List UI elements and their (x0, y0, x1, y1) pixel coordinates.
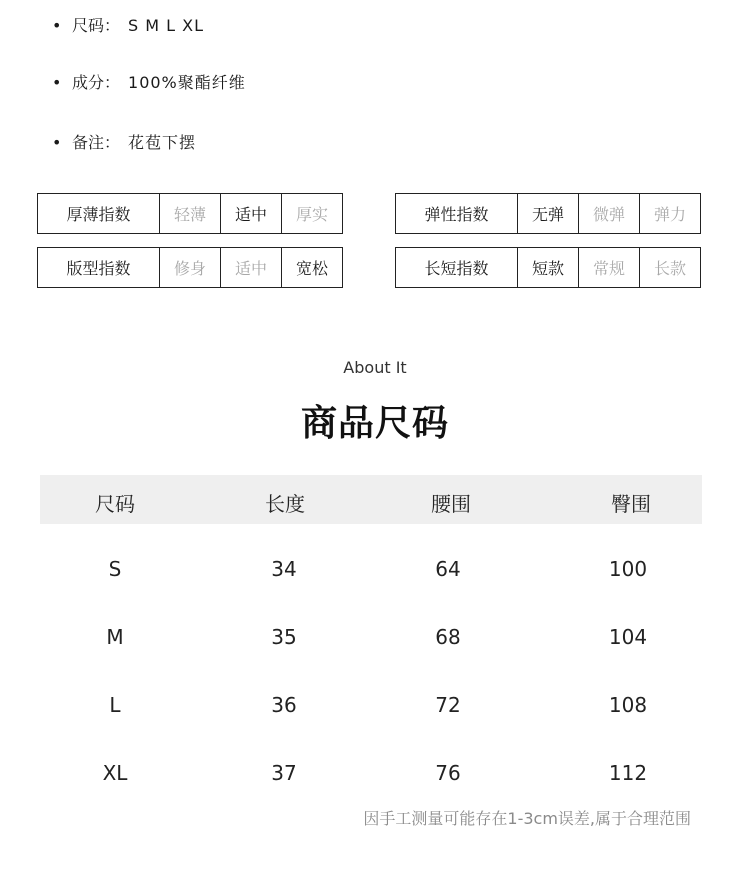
index-thickness (37, 193, 343, 234)
spec-key: 成分： (72, 73, 121, 92)
spec-key: 备注： (72, 133, 121, 152)
measurement-note: 因手工测量可能存在1-3cm误差,属于合理范围 (363, 809, 691, 828)
table-cell: 64 (435, 557, 461, 581)
table-cell: 112 (608, 761, 648, 785)
index-option: 弹力 (640, 194, 701, 234)
index-label: 厚薄指数 (38, 194, 160, 234)
table-cell: 72 (435, 693, 461, 717)
index-length (395, 247, 701, 288)
waist-col-header: 腰围 (431, 492, 471, 516)
bullet-icon: • (52, 16, 62, 35)
index-elasticity (395, 193, 701, 234)
index-option-selected: 适中 (221, 194, 282, 234)
index-fit (37, 247, 343, 288)
table-cell: 100 (608, 557, 648, 581)
index-label: 弹性指数 (396, 194, 518, 234)
table-cell: 76 (435, 761, 461, 785)
index-option-selected: 短款 (518, 248, 579, 288)
index-option: 适中 (221, 248, 282, 288)
index-option-selected: 无弹 (518, 194, 579, 234)
spec-value: S M L XL (128, 16, 205, 35)
length-col-header: 长度 (265, 492, 305, 516)
section-subtitle: About It (343, 358, 407, 377)
index-label: 版型指数 (38, 248, 160, 288)
bullet-icon: • (52, 73, 62, 92)
table-cell: 35 (271, 625, 297, 649)
index-option-selected: 宽松 (282, 248, 343, 288)
table-cell: 37 (271, 761, 297, 785)
table-cell: 68 (435, 625, 461, 649)
table-cell: L (109, 693, 121, 717)
index-option: 微弹 (579, 194, 640, 234)
bullet-icon: • (52, 133, 62, 152)
table-cell: M (106, 625, 124, 649)
index-option: 长款 (640, 248, 701, 288)
spec-size (52, 16, 204, 36)
spec-remark (52, 133, 196, 153)
hip-col-header: 臀围 (611, 492, 651, 516)
table-cell: 104 (608, 625, 648, 649)
table-cell: 36 (271, 693, 297, 717)
table-cell: 34 (271, 557, 297, 581)
size-col-header: 尺码 (95, 492, 135, 516)
spec-value: 100%聚酯纤维 (128, 73, 246, 92)
index-label: 长短指数 (396, 248, 518, 288)
index-option: 常规 (579, 248, 640, 288)
spec-material (52, 73, 246, 93)
table-cell: S (108, 557, 122, 581)
index-option: 轻薄 (160, 194, 221, 234)
table-cell: XL (102, 761, 128, 785)
index-option: 厚实 (282, 194, 343, 234)
spec-key: 尺码： (72, 16, 121, 35)
table-cell: 108 (608, 693, 648, 717)
index-option: 修身 (160, 248, 221, 288)
spec-value: 花苞下摆 (128, 133, 197, 152)
section-title: 商品尺码 (300, 403, 449, 444)
